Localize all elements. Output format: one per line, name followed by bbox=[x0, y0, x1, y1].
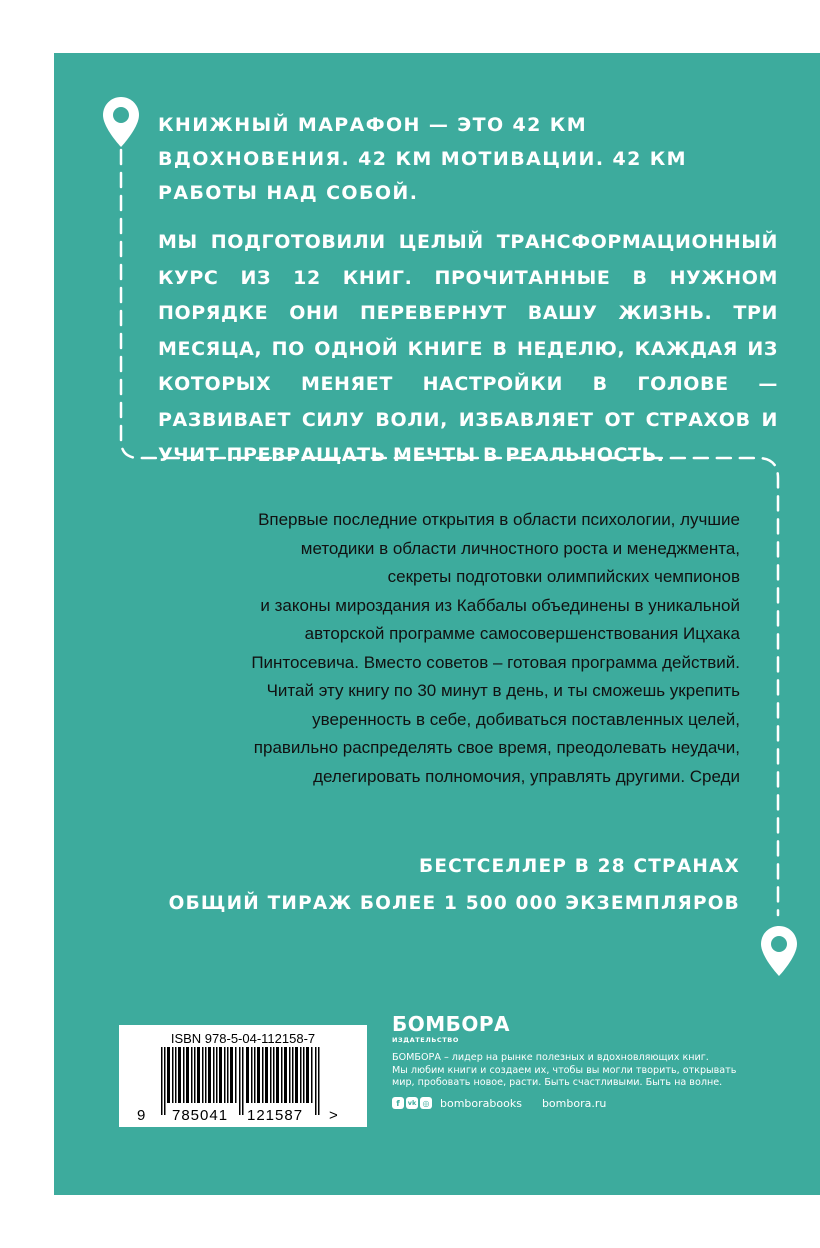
vk-icon[interactable]: vk bbox=[407, 1099, 417, 1107]
marathon-brand: КНИЖНЫЙ МАРАФОН bbox=[158, 114, 421, 136]
bestseller-line: БЕСТСЕЛЛЕР В 28 СТРАНАХ bbox=[419, 856, 740, 877]
start-location-pin-icon bbox=[102, 96, 140, 148]
description-line: Впервые последние открытия в области психологии, лучшие bbox=[258, 510, 740, 529]
finish-location-pin-icon bbox=[760, 925, 798, 977]
barcode-quiet-mark: > bbox=[329, 1107, 338, 1124]
isbn-number: ISBN 978-5-04-112158-7 bbox=[170, 1031, 316, 1046]
description-line: делегировать полномочия, управлять другими. Среди bbox=[313, 766, 740, 786]
barcode-group-2: 121587 bbox=[247, 1107, 304, 1124]
barcode-bars bbox=[119, 1025, 367, 1127]
description-line: Пинтосевича. Вместо советов – готовая программа действий. bbox=[251, 652, 740, 672]
description-line: и законы мироздания из Каббалы объединены в уникальной bbox=[260, 595, 740, 615]
facebook-icon[interactable]: f bbox=[392, 1097, 404, 1109]
publisher-logo-subtitle: ИЗДАТЕЛЬСТВО bbox=[392, 1036, 459, 1044]
publisher-social-links bbox=[392, 1097, 802, 1110]
publisher-website[interactable]: bombora.ru bbox=[541, 1096, 607, 1110]
publisher-text-line: БОМБОРА – лидер на рынке полезных и вдохновляющих книг. bbox=[392, 1052, 709, 1063]
description-line: правильно распределять свое время, преодолевать неудачи, bbox=[253, 738, 740, 757]
instagram-icon[interactable]: ◎ bbox=[420, 1097, 432, 1109]
description-line: уверенность в себе, добиваться поставленных целей, bbox=[312, 709, 740, 729]
publisher-logo: БОМБОРА bbox=[392, 1012, 511, 1036]
intro-paragraph: МЫ ПОДГОТОВИЛИ ЦЕЛЫЙ ТРАНСФОРМАЦИОННЫЙ КУРС ИЗ 12 КНИГ. ПРОЧИТАННЫЕ В НУЖНОМ ПОРЯДКЕ ОНИ ПЕРЕВЕРНУТ ВАШУ ЖИЗНЬ. ТРИ МЕСЯЦА, ПО ОДНОЙ КНИГЕ В НЕДЕЛЮ, КАЖДАЯ ИЗ КОТОРЫХ МЕНЯЕТ НАСТРОЙКИ В ГОЛОВЕ — РАЗВИВАЕТ СИЛУ ВОЛИ, ИЗБАВЛЯЕТ ОТ СТРАХОВ И УЧИТ ПРЕВРАЩАТЬ МЕЧТЫ В РЕАЛЬНОСТЬ. bbox=[158, 231, 778, 466]
description-line: авторской программе самосовершенствования Ицхака bbox=[304, 624, 740, 643]
barcode-first-digit: 9 bbox=[137, 1107, 146, 1124]
circulation-line: ОБЩИЙ ТИРАЖ БОЛЕЕ 1 500 000 ЭКЗЕМПЛЯРОВ bbox=[168, 893, 740, 914]
isbn-barcode bbox=[119, 1025, 367, 1127]
publisher-info bbox=[392, 1012, 802, 1110]
barcode-group-1: 785041 bbox=[172, 1107, 229, 1124]
book-description bbox=[150, 506, 740, 791]
description-line: Читай эту книгу по 30 минут в день, и ты сможешь укрепить bbox=[266, 681, 740, 700]
social-handle[interactable]: bomborabooks bbox=[440, 1096, 522, 1110]
publisher-description bbox=[392, 1052, 802, 1090]
description-line: секреты подготовки олимпийских чемпионов bbox=[387, 567, 740, 586]
intro-lead-text: — ЭТО 42 КМ ВДОХНОВЕНИЯ. 42 КМ МОТИВАЦИИ. 42 КМ РАБОТЫ НАД СОБОЙ. bbox=[158, 114, 687, 204]
intro-lead bbox=[158, 108, 778, 210]
publisher-text-line: Мы любим книги и создаем их, чтобы вы могли творить, открывать bbox=[392, 1064, 737, 1076]
sales-highlights bbox=[120, 848, 740, 922]
publisher-text-line: мир, пробовать новое, расти. Быть счастливыми. Быть на волне. bbox=[392, 1077, 723, 1088]
marathon-intro bbox=[158, 108, 778, 474]
description-line: методики в области личностного роста и менеджмента, bbox=[300, 538, 740, 558]
